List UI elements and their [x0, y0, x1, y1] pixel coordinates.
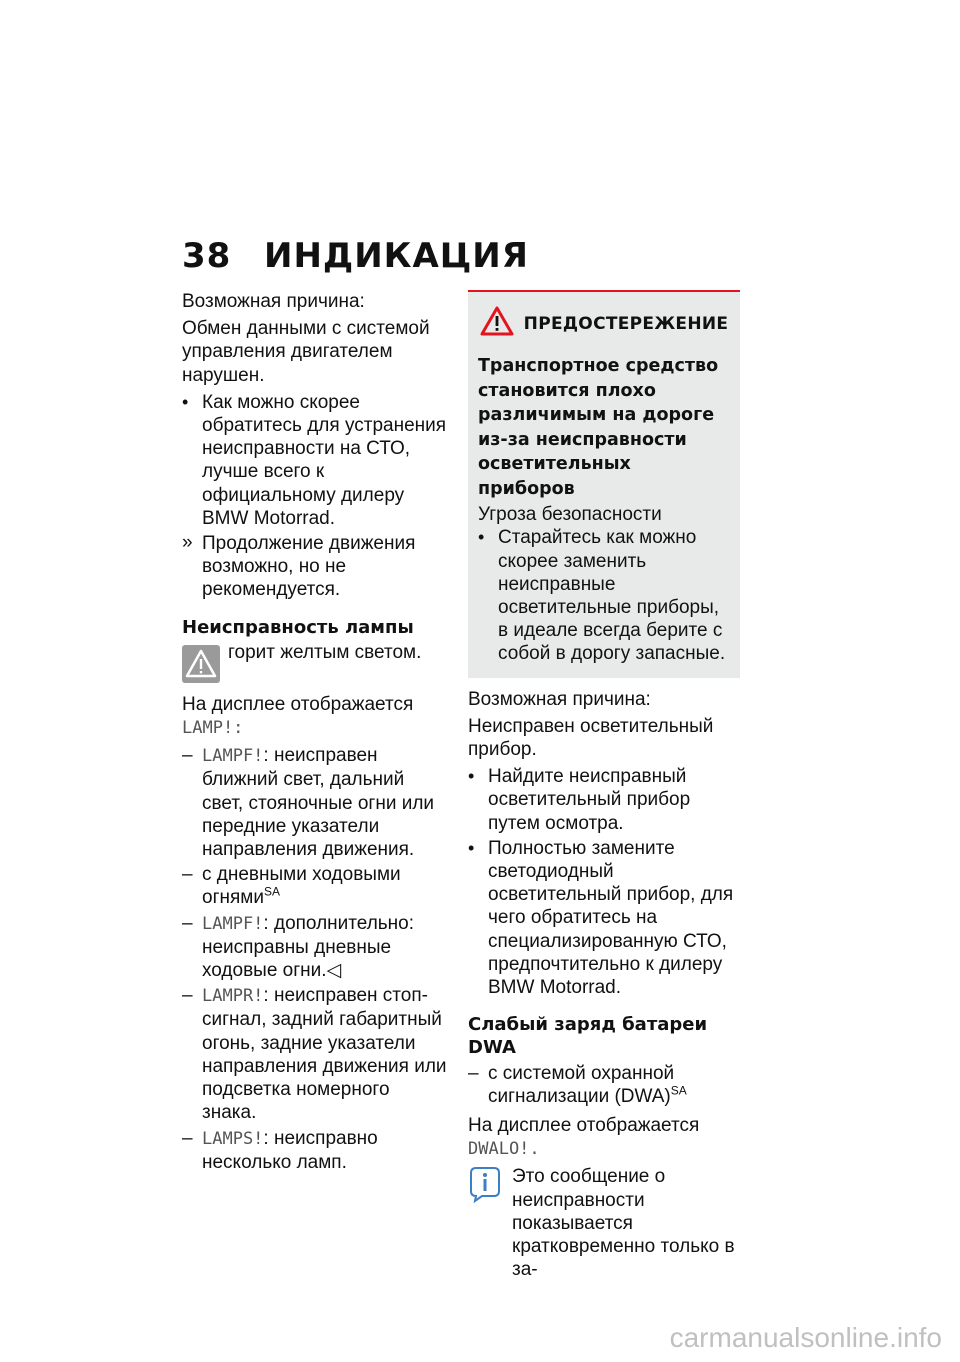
- cause-label: Возможная причина:: [182, 291, 365, 312]
- list-item: [468, 1062, 740, 1108]
- sa-superscript: SA: [670, 1083, 687, 1098]
- section-title: ИНДИКАЦИЯ: [264, 236, 529, 276]
- lamp-text: горит желтым светом.: [228, 641, 422, 663]
- list-item: [182, 1127, 448, 1174]
- item-code: LAMPS!: [202, 1128, 264, 1149]
- display-code: DWALO!.: [468, 1139, 540, 1160]
- item-code: LAMPF!: [202, 746, 264, 767]
- list-item: [182, 912, 448, 983]
- cause-label: Возможная причина:: [468, 688, 651, 710]
- list-item: [182, 984, 448, 1124]
- item-text: : неисправен ближний свет, дальний свет, стояночные огни или передние указатели направления движения.: [202, 745, 435, 861]
- bullet-item: • Полностью замените светодиодный осветительный прибор, для чего обратитесь на специализированную СТО, предпочтительно к дилеру BMW Motorrad.: [468, 837, 740, 999]
- warning-heading: Транспортное средство становится плохо различимым на дороге из-за неисправности осветительных приборов: [478, 356, 719, 499]
- bullet-item: • Найдите неисправный осветительный прибор путем осмотра.: [468, 765, 740, 835]
- sa-superscript: SA: [263, 885, 280, 900]
- display-code: LAMP!:: [182, 718, 244, 739]
- display-label: На дисплее отображается: [468, 1115, 700, 1137]
- list-item: [182, 863, 448, 909]
- list-item: [182, 744, 448, 861]
- watermark: carmanualsonline.info: [669, 1322, 942, 1353]
- cause-text: Неисправен осветительный прибор.: [468, 715, 714, 761]
- page-header: [182, 236, 529, 276]
- item-code: LAMPF!: [202, 913, 264, 934]
- warning-title: ПРЕДОСТЕРЕЖЕНИЕ: [523, 313, 729, 334]
- item-text: : неисправно несколько ламп.: [202, 1127, 378, 1173]
- item-code: LAMPR!: [202, 986, 264, 1007]
- item-text: с дневными ходовыми огнями: [202, 864, 401, 909]
- bullet-item: • Старайтесь как можно скорее заменить неисправные осветительные приборы, в идеале всегда берите с собой в дорогу запасные.: [478, 526, 730, 665]
- bullet-item: • Как можно скорее обратитесь для устранения неисправности на СТО, лучше всего к официальному дилеру BMW Motorrad.: [182, 391, 448, 530]
- warning-title-row: [478, 306, 730, 342]
- right-column: [468, 290, 740, 1282]
- cause-text: Обмен данными с системой управления двигателем нарушен.: [182, 318, 430, 386]
- warning-lamp-icon: [182, 645, 220, 683]
- end-mark-icon: ◁: [326, 960, 342, 982]
- page-number: 38: [182, 236, 232, 276]
- info-icon: [468, 1165, 502, 1203]
- lamp-indicator-row: [182, 641, 448, 683]
- warning-box: [468, 290, 740, 678]
- result-item: » Продолжение движения возможно, но не рекомендуется.: [182, 532, 448, 602]
- info-text: Это сообщение о неисправности показывается кратковременно только в за-: [512, 1166, 735, 1281]
- item-text: с системой охранной сигнализации (DWA): [488, 1062, 675, 1107]
- battery-heading: Слабый заряд батареи DWA: [468, 1014, 708, 1059]
- info-row: [468, 1165, 740, 1281]
- item-text: : неисправен стоп-сигнал, задний габаритный огонь, задние указатели направления движения или подсветка номерного знака.: [202, 985, 447, 1124]
- left-column: [182, 290, 448, 1176]
- item-text: : дополнительно: неисправны дневные ходовые огни.: [202, 912, 415, 982]
- display-label: На дисплее отображается: [182, 693, 414, 715]
- lamp-heading: Неисправность лампы: [182, 616, 414, 638]
- warning-triangle-icon: [480, 306, 514, 342]
- danger-text: Угроза безопасности: [478, 504, 662, 526]
